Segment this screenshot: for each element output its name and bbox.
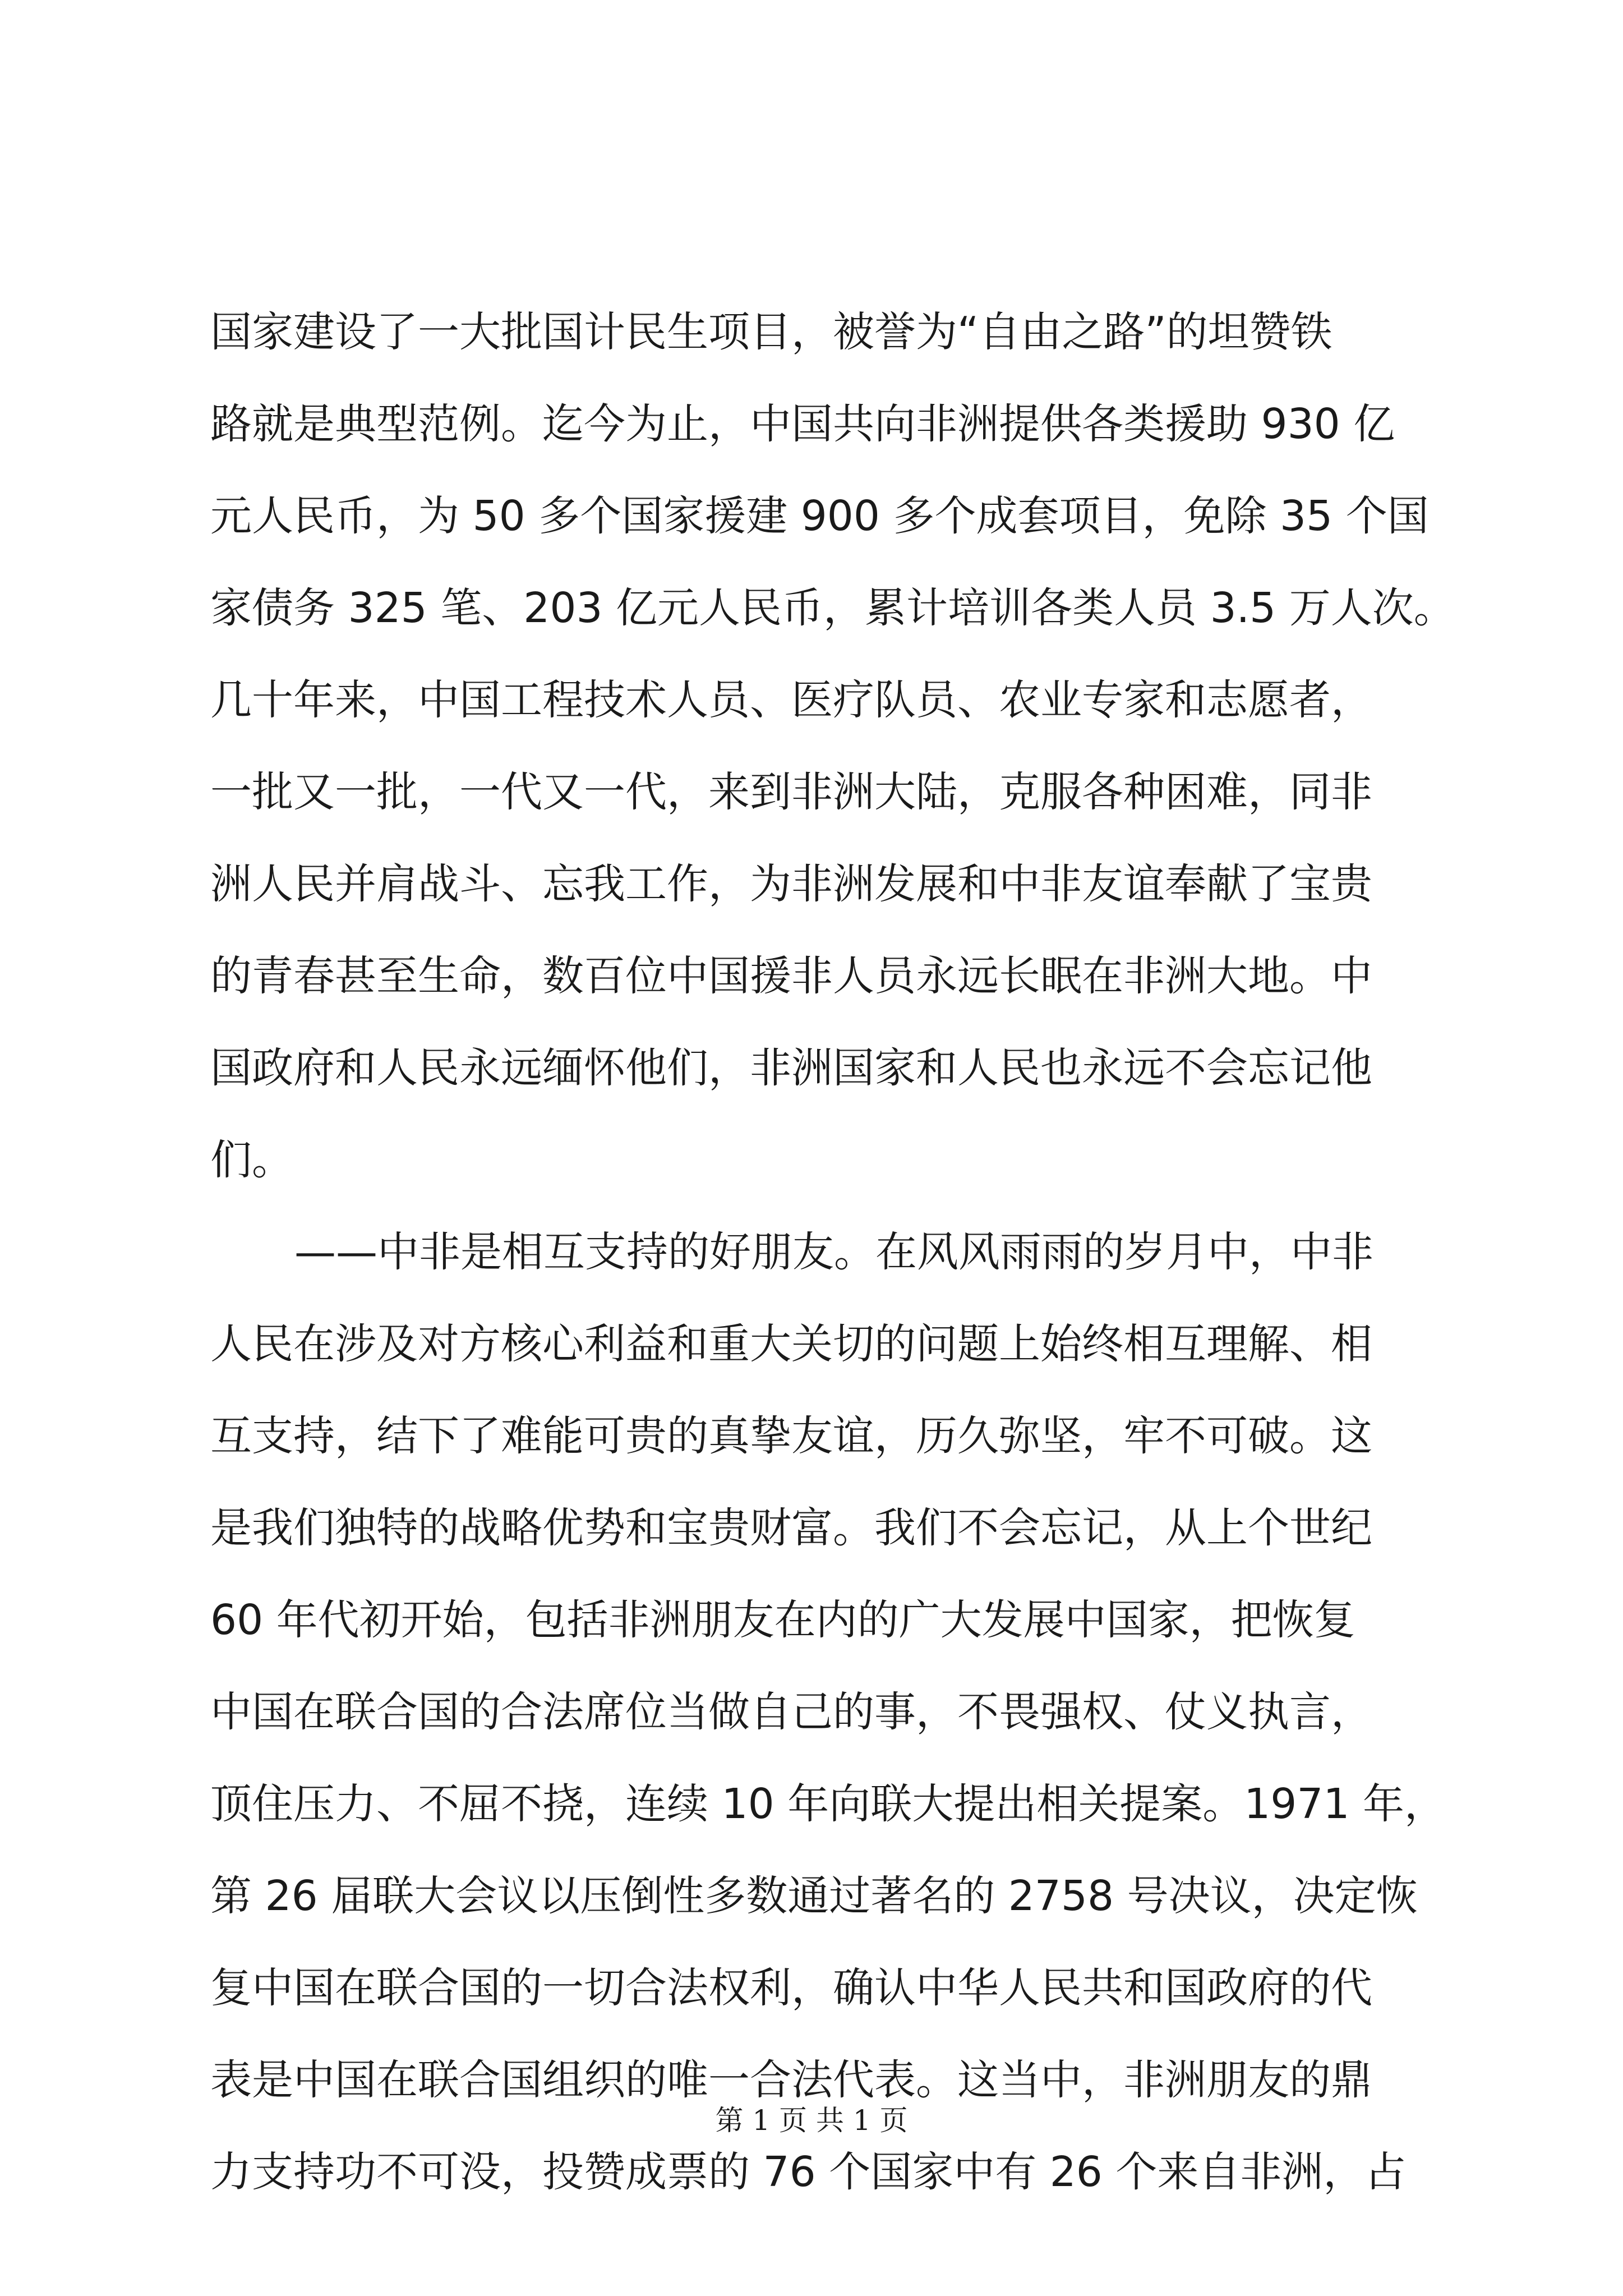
text-line: 路就是典型范例。迄今为止，中国共向非洲提供各类援助 930 亿 [210, 400, 1395, 448]
text-line: 元人民币，为 50 多个国家援建 900 多个成套项目，免除 35 个国 [210, 492, 1429, 540]
text-line: 的青春甚至生命，数百位中国援非人员永远长眠在非洲大地。中 [210, 952, 1372, 1000]
text-line: 顶住压力、不屈不挠，连续 10 年向联大提出相关提案。1971 年， [210, 1780, 1446, 1828]
text-line: 60 年代初开始，包括非洲朋友在内的广大发展中国家，把恢复 [210, 1596, 1355, 1644]
text-line: 复中国在联合国的一切合法权利，确认中华人民共和国政府的代 [210, 1964, 1372, 2012]
text-line: 是我们独特的战略优势和宝贵财富。我们不会忘记，从上个世纪 [210, 1504, 1372, 1552]
text-line: 国政府和人民永远缅怀他们，非洲国家和人民也永远不会忘记他 [210, 1044, 1372, 1092]
text-line: 洲人民并肩战斗、忘我工作，为非洲发展和中非友谊奉献了宝贵 [210, 860, 1372, 908]
text-line-paragraph-start: ——中非是相互支持的好朋友。在风风雨雨的岁月中，中非 [294, 1228, 1373, 1276]
page-footer [0, 2098, 1623, 2143]
text-line: 中国在联合国的合法席位当做自己的事，不畏强权、仗义执言， [210, 1688, 1372, 1736]
text-line: 家债务 325 笔、203 亿元人民币，累计培训各类人员 3.5 万人次。 [210, 584, 1455, 632]
text-line: 一批又一批，一代又一代，来到非洲大陆，克服各种困难，同非 [210, 768, 1372, 816]
text-line: 人民在涉及对方核心利益和重大关切的问题上始终相互理解、相 [210, 1320, 1372, 1368]
text-line: 互支持，结下了难能可贵的真挚友谊，历久弥坚，牢不可破。这 [210, 1412, 1372, 1460]
text-line: 力支持功不可没，投赞成票的 76 个国家中有 26 个来自非洲，占 [210, 2148, 1407, 2196]
text-line: 几十年来，中国工程技术人员、医疗队员、农业专家和志愿者， [210, 676, 1372, 724]
text-line: 国家建设了一大批国计民生项目，被誉为“自由之路”的坦赞铁 [210, 308, 1332, 356]
text-line: 表是中国在联合国组织的唯一合法代表。这当中，非洲朋友的鼎 [210, 2056, 1372, 2104]
body-text [210, 286, 1455, 2218]
text-line: 第 26 届联大会议以压倒性多数通过著名的 2758 号决议，决定恢 [210, 1872, 1418, 1920]
text-line: 们。 [210, 1136, 293, 1184]
page-number-label: 第 1 页 共 1 页 [715, 2104, 908, 2137]
